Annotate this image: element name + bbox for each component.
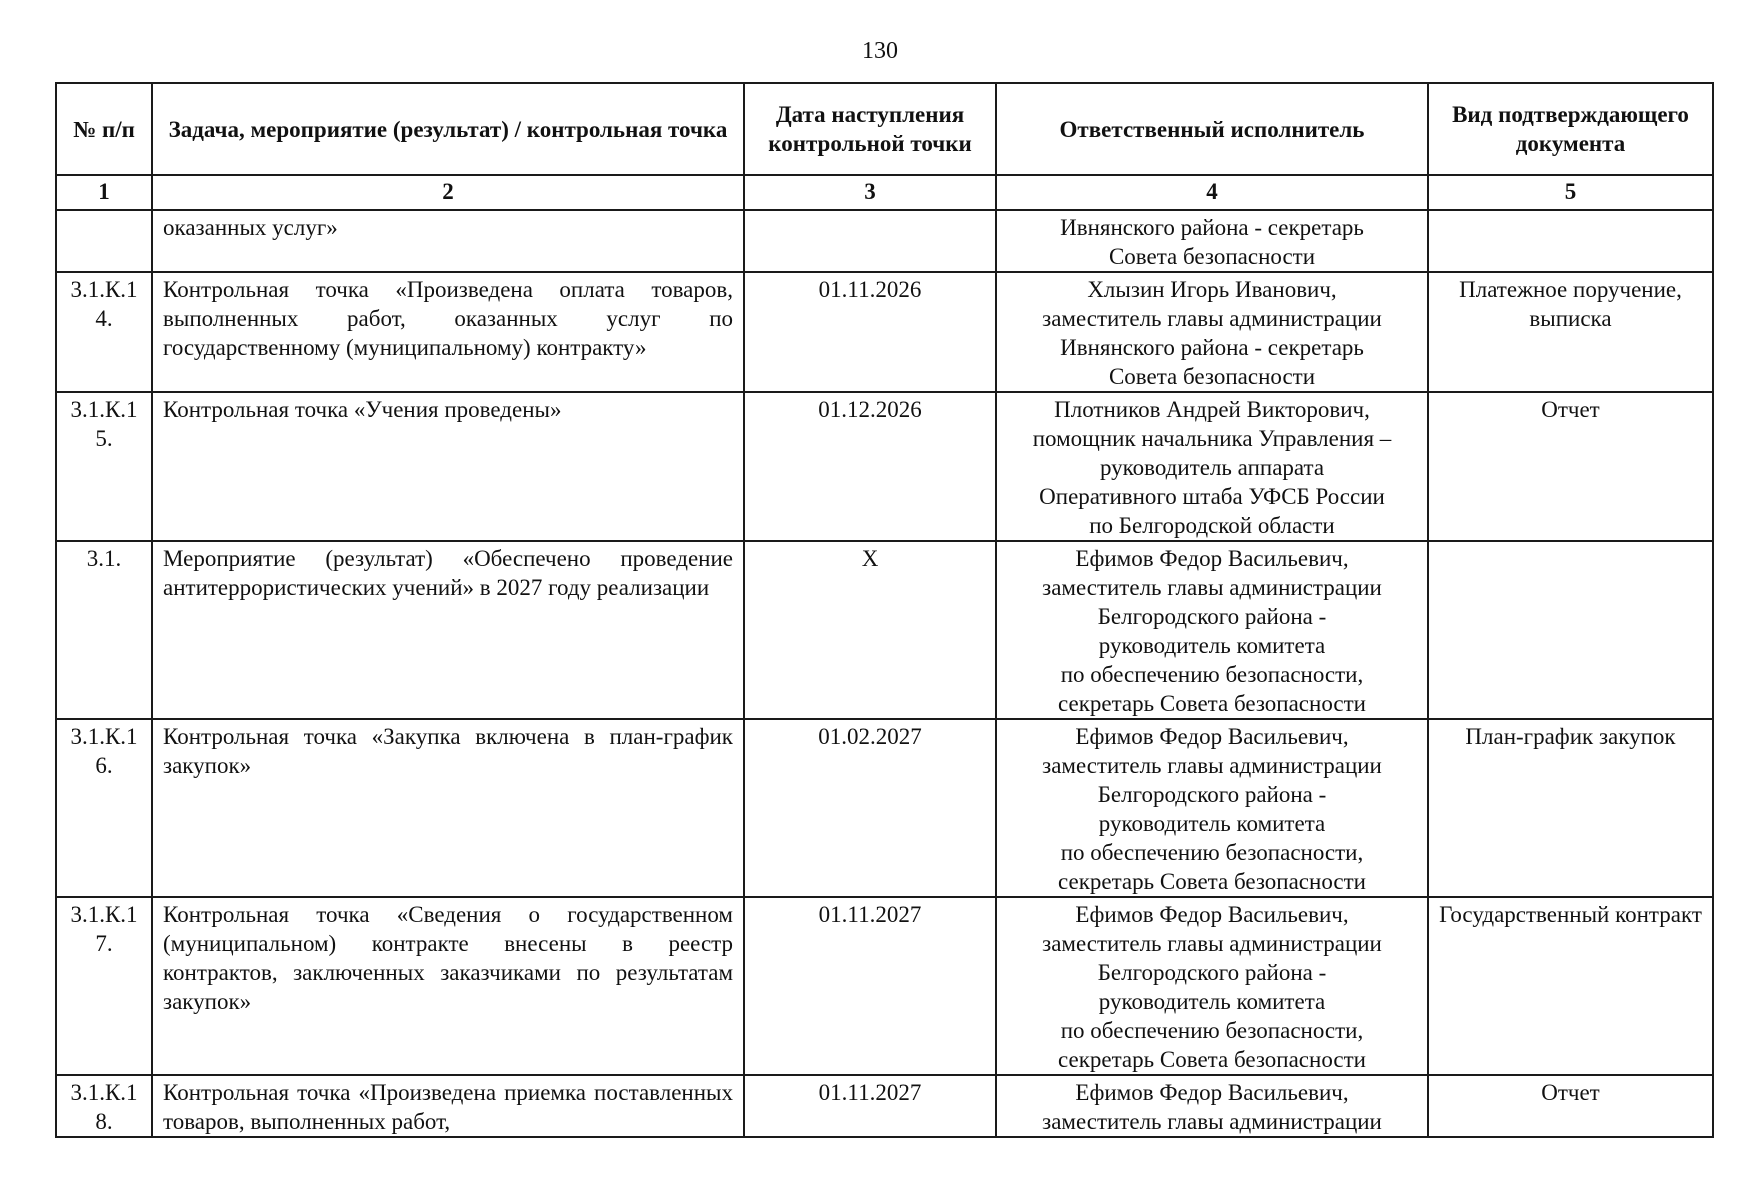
responsible-line: по обеспечению безопасности,: [1060, 662, 1364, 687]
responsible-line: Совета безопасности: [1108, 364, 1316, 389]
control-date: 01.11.2026: [744, 272, 996, 392]
row-number: 3.1.К.18.: [56, 1075, 152, 1137]
document-type: Платежное поручение, выписка: [1428, 272, 1713, 392]
document-type: [1428, 210, 1713, 272]
header-responsible: Ответственный исполнитель: [996, 83, 1428, 175]
control-date: [744, 210, 996, 272]
task-description: Контрольная точка «Произведена оплата товаров, выполненных работ, оказанных услуг по государственному (муниципальному) контракту»: [152, 272, 744, 392]
responsible-line: Ефимов Федор Васильевич,: [1075, 724, 1349, 749]
responsible-line: руководитель комитета: [1098, 989, 1326, 1014]
column-number: 4: [996, 175, 1428, 210]
table-row: [56, 272, 1713, 392]
row-number: 3.1.К.17.: [56, 897, 152, 1075]
responsible-line: секретарь Совета безопасности: [1058, 1047, 1366, 1072]
responsible-executor: [996, 210, 1428, 272]
responsible-line: заместитель главы администрации: [1042, 575, 1382, 600]
responsible-line: Белгородского района -: [1097, 782, 1327, 807]
responsible-executor: [996, 897, 1428, 1075]
responsible-executor: [996, 392, 1428, 541]
header-date: Дата наступления контрольной точки: [744, 83, 996, 175]
task-description: Мероприятие (результат) «Обеспечено проведение антитеррористических учений» в 2027 году реализации: [152, 541, 744, 719]
column-number: 2: [152, 175, 744, 210]
document-type: Государственный контракт: [1428, 897, 1713, 1075]
control-date: Х: [744, 541, 996, 719]
responsible-line: Совета безопасности: [1108, 244, 1316, 269]
responsible-line: Плотников Андрей Викторович,: [1054, 397, 1370, 422]
row-number: [56, 210, 152, 272]
responsible-line: Ивнянского района - секретарь: [1060, 215, 1364, 240]
table-row: [56, 1075, 1713, 1137]
document-type: Отчет: [1428, 392, 1713, 541]
task-description: Контрольная точка «Сведения о государственном (муниципальном) контракте внесены в реестр контрактов, заключенных заказчиками по результатам закупок»: [152, 897, 744, 1075]
header-number: № п/п: [56, 83, 152, 175]
task-description: Контрольная точка «Закупка включена в план-график закупок»: [152, 719, 744, 897]
control-date: 01.12.2026: [744, 392, 996, 541]
task-description: Контрольная точка «Произведена приемка поставленных товаров, выполненных работ,: [152, 1075, 744, 1137]
responsible-executor: [996, 1075, 1428, 1137]
control-date: 01.11.2027: [744, 1075, 996, 1137]
responsible-line: Хлызин Игорь Иванович,: [1087, 277, 1337, 302]
table-row: [56, 719, 1713, 897]
responsible-line: заместитель главы администрации: [1042, 931, 1382, 956]
table-row: [56, 210, 1713, 272]
table-header-row: [56, 83, 1713, 175]
responsible-line: помощник начальника Управления –: [1032, 426, 1392, 451]
task-description: оказанных услуг»: [152, 210, 744, 272]
column-number: 1: [56, 175, 152, 210]
responsible-line: заместитель главы администрации: [1042, 306, 1382, 331]
row-number: 3.1.К.16.: [56, 719, 152, 897]
table-row: [56, 541, 1713, 719]
document-type: План-график закупок: [1428, 719, 1713, 897]
responsible-line: Ефимов Федор Васильевич,: [1075, 1080, 1349, 1105]
responsible-line: Белгородского района -: [1097, 604, 1327, 629]
responsible-line: заместитель главы администрации: [1042, 1109, 1382, 1134]
control-date: 01.02.2027: [744, 719, 996, 897]
row-number: 3.1.К.15.: [56, 392, 152, 541]
responsible-executor: [996, 541, 1428, 719]
column-number: 5: [1428, 175, 1713, 210]
task-description: Контрольная точка «Учения проведены»: [152, 392, 744, 541]
responsible-line: по обеспечению безопасности,: [1060, 1018, 1364, 1043]
row-number: 3.1.: [56, 541, 152, 719]
responsible-line: Белгородского района -: [1097, 960, 1327, 985]
column-numbers-row: [56, 175, 1713, 210]
row-number: 3.1.К.14.: [56, 272, 152, 392]
responsible-line: по Белгородской области: [1089, 513, 1335, 538]
responsible-line: секретарь Совета безопасности: [1058, 691, 1366, 716]
document-type: Отчет: [1428, 1075, 1713, 1137]
responsible-executor: [996, 272, 1428, 392]
header-task: Задача, мероприятие (результат) / контрольная точка: [152, 83, 744, 175]
responsible-executor: [996, 719, 1428, 897]
responsible-line: секретарь Совета безопасности: [1058, 869, 1366, 894]
responsible-line: Ивнянского района - секретарь: [1060, 335, 1364, 360]
responsible-line: по обеспечению безопасности,: [1060, 840, 1364, 865]
responsible-line: руководитель аппарата: [1099, 455, 1325, 480]
responsible-line: руководитель комитета: [1098, 633, 1326, 658]
column-number: 3: [744, 175, 996, 210]
responsible-line: заместитель главы администрации: [1042, 753, 1382, 778]
document-type: [1428, 541, 1713, 719]
control-points-table: [55, 82, 1714, 1138]
table-row: [56, 392, 1713, 541]
responsible-line: Ефимов Федор Васильевич,: [1075, 546, 1349, 571]
responsible-line: Оперативного штаба УФСБ России: [1039, 484, 1385, 509]
table-row: [56, 897, 1713, 1075]
header-document-type: Вид подтверждающего документа: [1428, 83, 1713, 175]
responsible-line: Ефимов Федор Васильевич,: [1075, 902, 1349, 927]
responsible-line: руководитель комитета: [1098, 811, 1326, 836]
control-date: 01.11.2027: [744, 897, 996, 1075]
page-number: 130: [862, 38, 898, 64]
